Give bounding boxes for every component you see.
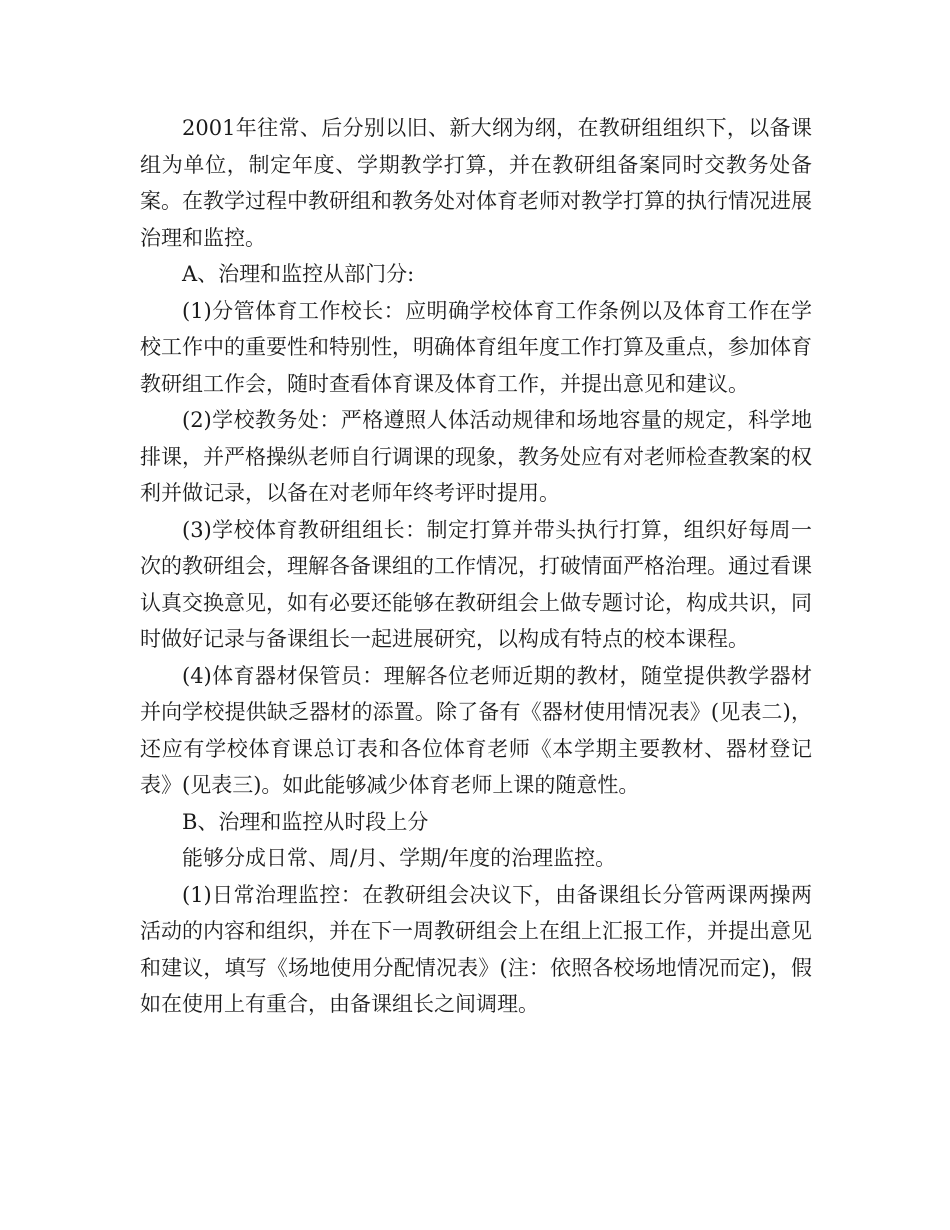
paragraph-time-periods: 能够分成日常、周/月、学期/年度的治理监控。 (182, 846, 617, 870)
section-heading-a: A、治理和监控从部门分: (182, 262, 415, 286)
paragraph-group-leader: (3)学校体育教研组组长：制定打算并带头执行打算，组织好每周一次的教研组会，理解各备课组的工作情况，打破情面严格治理。通过看课认真交换意见，如有必要还能够在教研组会上做专题讨论，构成共识，同时做好记录与备课组长一起进展研究，以构成有特点的校本课程。 (140, 517, 812, 651)
document-body (140, 110, 812, 1023)
paragraph-academic-office: (2)学校教务处：严格遵照人体活动规律和场地容量的规定，科学地排课，并严格操纵老师自行调课的现象，教务处应有对老师检查教案的权利并做记录，以备在对老师年终考评时提用。 (140, 408, 812, 505)
paragraph-equipment-keeper: (4)体育器材保管员：理解各位老师近期的教材，随堂提供教学器材并向学校提供缺乏器材的添置。除了备有《器材使用情况表》(见表二)，还应有学校体育课总订表和各位体育老师《本学期主要教材、器材登记表》(见表三)。如此能够减少体育老师上课的随意性。 (140, 663, 812, 797)
paragraph-principal: (1)分管体育工作校长：应明确学校体育工作条例以及体育工作在学校工作中的重要性和特别性，明确体育组年度工作打算及重点，参加体育教研组工作会，随时查看体育课及体育工作，并提出意见和建议。 (140, 298, 812, 396)
section-heading-b: B、治理和监控从时段上分 (182, 809, 429, 834)
paragraph-intro: 2001年往常、后分别以旧、新大纲为纲，在教研组组织下，以备课组为单位，制定年度、学期教学打算，并在教研组备案同时交教务处备案。在教学过程中教研组和教务处对体育老师对教学打算的执行情况进展治理和监控。 (140, 116, 812, 250)
paragraph-daily-monitoring: (1)日常治理监控：在教研组会决议下，由备课组长分管两课两操两活动的内容和组织，并在下一周教研组会上在组上汇报工作，并提出意见和建议，填写《场地使用分配情况表》(注：依照各校场地情况而定)，假如在使用上有重合，由备课组长之间调理。 (140, 882, 812, 1016)
